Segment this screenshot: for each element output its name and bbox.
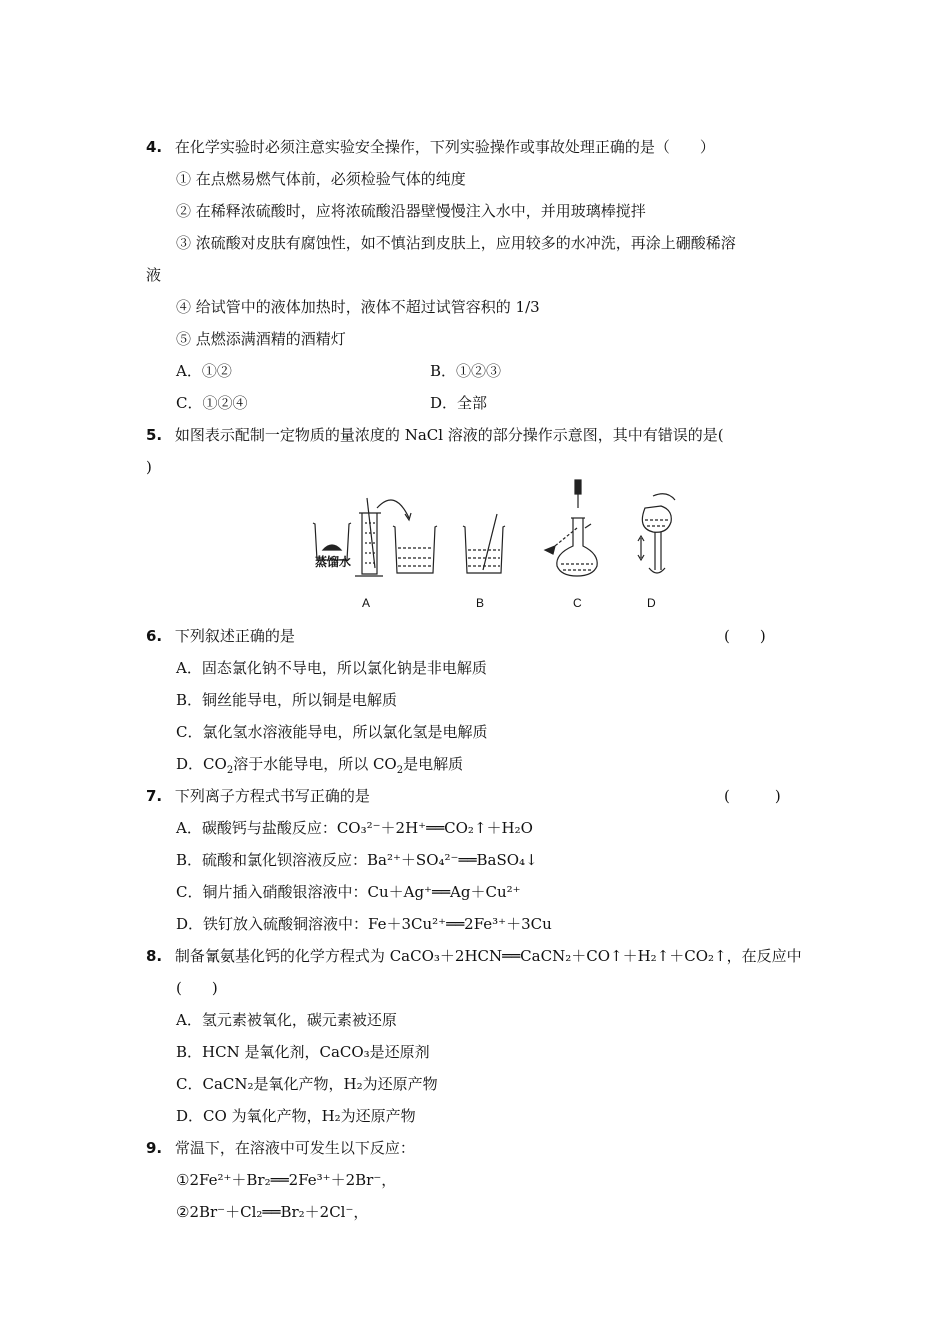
q4-stem-line <box>146 137 715 157</box>
figure-d-flask <box>638 494 675 573</box>
q6-option-c: C．氯化氢水溶液能导电，所以氯化氢是电解质 <box>176 723 488 741</box>
q4-number: 4. <box>146 138 163 156</box>
q7-stem-line <box>146 786 370 806</box>
q6-stem: 下列叙述正确的是 <box>174 627 295 645</box>
figure-b-beaker <box>463 514 505 573</box>
q4-stem: 在化学实验时必须注意实验安全操作，下列实验操作或事故处理正确的是（ ） <box>174 138 715 156</box>
q8-option-c: C．CaCN₂是氧化产物，H₂为还原产物 <box>176 1075 438 1093</box>
q6-option-d-mid: 溶于水能导电，所以 CO <box>233 755 397 773</box>
q4-option-c: C．①②④ <box>176 394 248 412</box>
figure-c-flask <box>545 480 597 576</box>
q6-answer-paren: ( ) <box>724 627 766 645</box>
q9-number: 9. <box>146 1139 163 1157</box>
q4-option-d: D．全部 <box>430 394 488 412</box>
q7-option-b: B．硫酸和氯化钡溶液反应：Ba²⁺＋SO₄²⁻══BaSO₄↓ <box>176 851 538 869</box>
q4-item-3: ③ 浓硫酸对皮肤有腐蚀性，如不慎沾到皮肤上，应用较多的水冲洗，再涂上硼酸稀溶 <box>176 234 736 252</box>
q5-stem-line <box>146 425 724 445</box>
q7-number: 7. <box>146 787 163 805</box>
q4-item-2: ② 在稀释浓硫酸时，应将浓硫酸沿器壁慢慢注入水中，并用玻璃棒搅拌 <box>176 202 646 220</box>
q9-stem: 常温下，在溶液中可发生以下反应： <box>174 1139 415 1157</box>
q9-reaction-2: ②2Br⁻＋Cl₂══Br₂＋2Cl⁻， <box>176 1203 369 1221</box>
q9-reaction-1: ①2Fe²⁺＋Br₂══2Fe³⁺＋2Br⁻， <box>176 1171 397 1189</box>
q5-stem: 如图表示配制一定物质的量浓度的 NaCl 溶液的部分操作示意图，其中有错误的是( <box>174 426 724 444</box>
figure-a-arrow <box>377 500 409 518</box>
q6-number: 6. <box>146 627 163 645</box>
q7-stem: 下列离子方程式书写正确的是 <box>174 787 370 805</box>
q5-figure <box>305 478 705 608</box>
q4-item-1: ① 在点燃易燃气体前，必须检验气体的纯度 <box>176 170 466 188</box>
q8-number: 8. <box>146 947 163 965</box>
q6-option-d-pre: D．CO <box>176 755 227 773</box>
figure-a-cylinder <box>355 498 383 576</box>
q6-option-d-post: 是电解质 <box>403 755 464 773</box>
q8-answer-paren: ( ) <box>176 979 218 997</box>
q4-option-b: B．①②③ <box>430 362 502 380</box>
q8-stem-line <box>146 946 802 966</box>
figure-label-d: D <box>647 596 656 610</box>
q5-number: 5. <box>146 426 163 444</box>
q4-item-4: ④ 给试管中的液体加热时，液体不超过试管容积的 1/3 <box>176 298 540 316</box>
q7-option-a: A．碳酸钙与盐酸反应：CO₃²⁻＋2H⁺══CO₂↑＋H₂O <box>176 819 533 837</box>
figure-label-a: A <box>362 596 371 610</box>
q4-option-a: A．①② <box>176 362 232 380</box>
q4-item-5: ⑤ 点燃添满酒精的酒精灯 <box>176 330 346 348</box>
q6-stem-line <box>146 626 295 646</box>
q8-stem: 制备氰氨基化钙的化学方程式为 CaCO₃＋2HCN══CaCN₂＋CO↑＋H₂↑＋CO₂↑，在反应中 <box>174 947 802 965</box>
q8-option-b: B．HCN 是氧化剂，CaCO₃是还原剂 <box>176 1043 430 1061</box>
figure-a-beaker-2 <box>393 526 437 573</box>
q7-option-d: D．铁钉放入硫酸铜溶液中：Fe＋3Cu²⁺══2Fe³⁺＋3Cu <box>176 915 552 933</box>
q6-option-a: A．固态氯化钠不导电，所以氯化钠是非电解质 <box>176 659 487 677</box>
q8-option-a: A．氢元素被氧化，碳元素被还原 <box>176 1011 397 1029</box>
q7-option-c: C．铜片插入硝酸银溶液中：Cu＋Ag⁺══Ag＋Cu²⁺ <box>176 883 521 901</box>
figure-a-water-label: 蒸馏水 <box>315 555 352 569</box>
q6-option-d: D．$CO_2$溶于水能导电，所以 $CO_2$是电解质 <box>176 755 464 776</box>
q6-option-b: B．铜丝能导电，所以铜是电解质 <box>176 691 398 709</box>
q9-stem-line <box>146 1138 415 1158</box>
figure-label-c: C <box>573 596 582 610</box>
q7-answer-paren: ( ) <box>724 787 781 805</box>
figure-label-b: B <box>476 596 485 610</box>
q5-stem-cont: ) <box>146 458 152 476</box>
q8-option-d: D．CO 为氧化产物，H₂为还原产物 <box>176 1107 416 1125</box>
q4-item-3-cont: 液 <box>146 266 162 284</box>
